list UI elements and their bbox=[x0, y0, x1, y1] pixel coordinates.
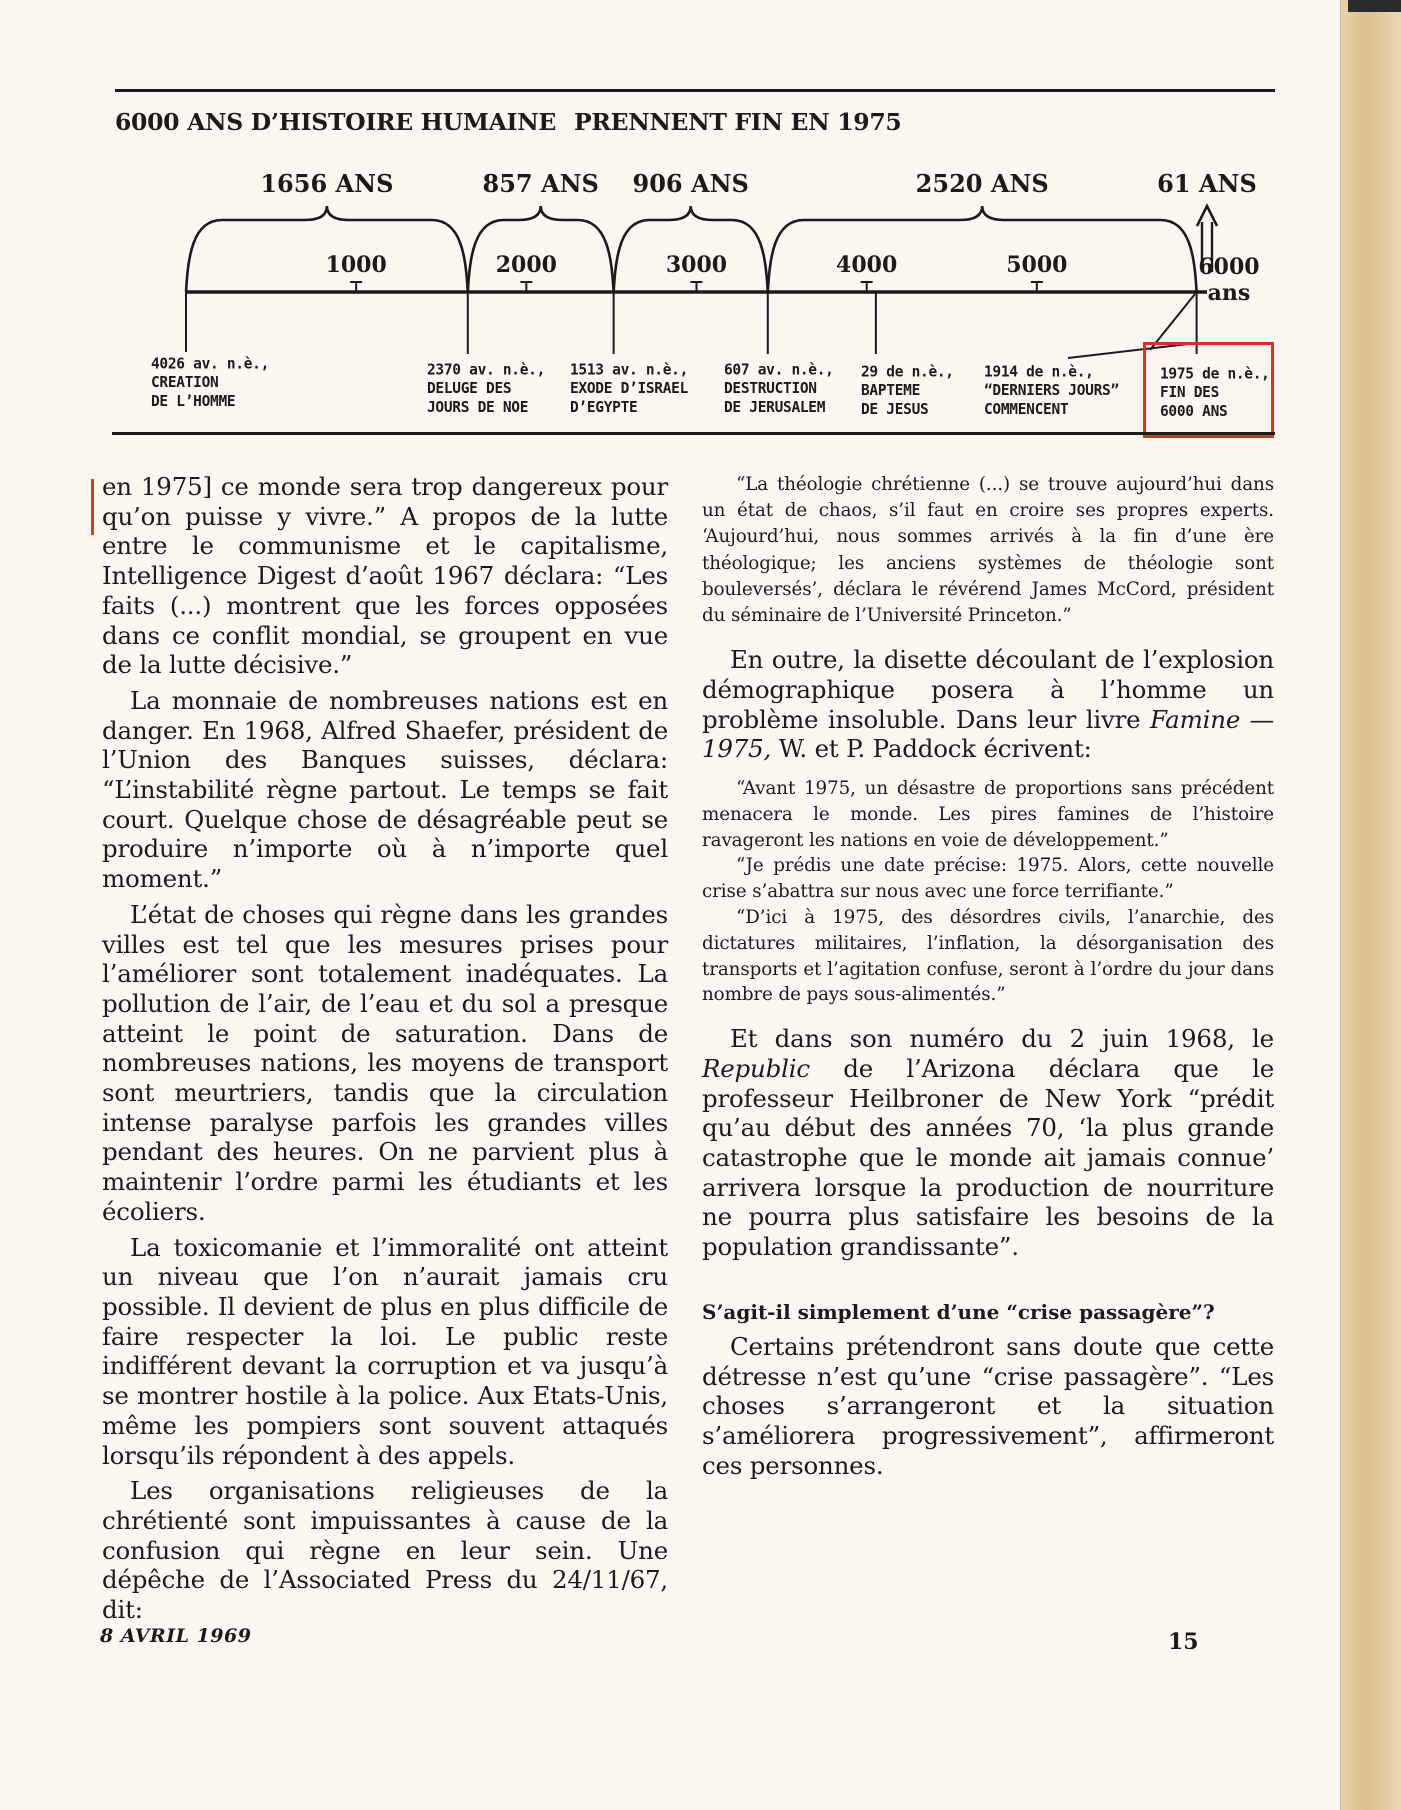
event-caption-3-line-1: DESTRUCTION bbox=[724, 380, 817, 398]
event-caption-6-line-0: 1975 de n.è., bbox=[1160, 365, 1270, 383]
chart-title-left: 6000 ANS D’HISTOIRE HUMAINE bbox=[115, 108, 556, 136]
right-paragraph-2-tail: de l’Arizona déclara que le professeur Heilbroner de New York “prédit qu’au début des années 70, ‘la plus grande catastrophe que le monde ait jamais connue’ arrivera lorsque la production de nourriture ne pourra plus satisfaire les besoins de la population grandissante”. bbox=[702, 1053, 1274, 1262]
event-caption-2-line-2: D’EGYPTE bbox=[570, 399, 638, 417]
quote-theology: “La théologie chrétienne (...) se trouve aujourd’hui dans un état de chaos, s’il faut en croire ses propres experts. ‘Aujourd’hui, nous sommes arrivés à la fin d’une ère théologique; les anciens systèmes de théologie sont bouleversés’, déclara le révérend James McCord, président du séminaire de l’Université Princeton.” bbox=[702, 474, 1274, 627]
right-paragraph-2 bbox=[702, 1024, 1274, 1262]
span-arrow-4 bbox=[1197, 206, 1217, 226]
event-caption-6-line-1: FIN DES bbox=[1160, 384, 1220, 402]
event-caption-1-line-1: DELUGE DES bbox=[427, 380, 512, 398]
right-paragraph-1 bbox=[702, 645, 1274, 764]
event-caption-3 bbox=[724, 361, 834, 418]
margin-mark bbox=[91, 479, 94, 535]
event-caption-0-line-2: DE L’HOMME bbox=[151, 393, 236, 411]
event-caption-4-line-0: 29 de n.è., bbox=[861, 363, 954, 381]
event-caption-4-line-2: DE JESUS bbox=[861, 401, 929, 419]
left-paragraph-1: en 1975] ce monde sera trop dangereux pour qu’on puisse y vivre.” A propos de la lutte entre le communisme et le capitalisme, Intelligence Digest d’août 1967 déclara: “Les faits (...) montrent que les forces opposées dans ce conflit mondial, se groupent en vue de la lutte décisive.” bbox=[102, 472, 668, 680]
event-caption-5-line-1: “DERNIERS JOURS” bbox=[984, 382, 1119, 400]
page-number: 15 bbox=[1168, 1629, 1199, 1655]
left-paragraph-4: La toxicomanie et l’immoralité ont atteint un niveau que l’on n’aurait jamais cru possible. Il devient de plus en plus difficile de faire respecter la loi. Le public reste indifférent devant la corruption et va jusqu’à se montrer hostile à la police. Aux Etats-Unis, même les pompiers sont souvent attaqués lorsqu’ils répondent à des appels. bbox=[102, 1232, 668, 1470]
tick-label-5000: 5000 bbox=[1006, 252, 1068, 278]
span-label-2: 906 ANS bbox=[632, 169, 749, 198]
quote-paddock-2: “Je prédis une date précise: 1975. Alors, cette nouvelle crise s’abattra sur nous avec une force terrifiante.” bbox=[702, 855, 1274, 903]
left-paragraph-3: L’état de choses qui règne dans les grandes villes est tel que les mesures prises pour l’améliorer sont totalement inadéquates. La pollution de l’air, de l’eau et du sol a presque atteint le point de saturation. Dans de nombreuses nations, les moyens de transport sont meurtriers, tandis que la circulation intense paralyse parfois les grandes villes pendant des heures. On ne parvient plus à maintenir l’ordre parmi les étudiants et les écoliers. bbox=[102, 899, 668, 1226]
right-paragraph-1-lead: En outre, la disette découlant de l’explosion démographique posera à l’homme un problème insoluble. Dans leur livre bbox=[702, 645, 1274, 734]
highlight-box bbox=[1143, 342, 1274, 438]
event-caption-2-line-0: 1513 av. n.è., bbox=[570, 361, 689, 379]
span-brace-0 bbox=[186, 206, 468, 292]
event-caption-1-line-2: JOURS DE NOE bbox=[427, 399, 529, 417]
event-caption-5-line-0: 1914 de n.è., bbox=[984, 363, 1094, 381]
book-title: Famine — 1975, bbox=[702, 704, 1274, 764]
quote-paddock-3: “D’ici à 1975, des désordres civils, l’anarchie, des dictatures militaires, l’inflation, la désorganisation des transports et l’agitation confuse, seront à l’ordre du jour dans nombre de pays sous-alimentés.” bbox=[702, 907, 1274, 1006]
event-caption-3-line-2: DE JERUSALEM bbox=[724, 399, 826, 417]
left-column bbox=[102, 472, 668, 1625]
span-label-3: 2520 ANS bbox=[915, 169, 1049, 198]
tick-label-1000: 1000 bbox=[325, 252, 387, 278]
footer-date: 8 AVRIL 1969 bbox=[100, 1625, 252, 1647]
span-brace-1 bbox=[468, 206, 614, 292]
timeline-end-label-1: ans bbox=[1207, 280, 1251, 306]
event-caption-0 bbox=[151, 355, 269, 412]
event-caption-2-line-1: EXODE D’ISRAEL bbox=[570, 380, 689, 398]
chart-title-right: PRENNENT FIN EN 1975 bbox=[573, 108, 902, 136]
tick-label-4000: 4000 bbox=[836, 252, 898, 278]
event-caption-4-line-1: BAPTEME bbox=[861, 382, 921, 400]
left-paragraph-2: La monnaie de nombreuses nations est en danger. En 1968, Alfred Shaefer, président de l’Union des Banques suisses, déclara: “L’instabilité règne partout. Le temps se fait court. Quelque chose de désagréable peut se produire n’importe où à n’importe quel moment.” bbox=[102, 685, 668, 894]
span-brace-3 bbox=[768, 206, 1197, 292]
event-caption-5-line-2: COMMENCENT bbox=[984, 401, 1069, 419]
event-caption-0-line-0: 4026 av. n.è., bbox=[151, 355, 270, 373]
event-caption-1 bbox=[427, 361, 545, 418]
event-caption-4 bbox=[861, 363, 954, 420]
span-label-0: 1656 ANS bbox=[260, 169, 394, 198]
span-label-1: 857 ANS bbox=[482, 169, 599, 198]
right-column bbox=[702, 472, 1274, 1480]
event-caption-6-line-2: 6000 ANS bbox=[1160, 403, 1228, 421]
tick-label-2000: 2000 bbox=[495, 252, 557, 278]
right-paragraph-3: Certains prétendront sans doute que cette détresse n’est qu’une “crise passagère”. “Les choses s’arrangeront et la situation s’améliorera progressivement”, affirmeront ces personnes. bbox=[702, 1331, 1274, 1480]
timeline-end-label-0: 6000 bbox=[1198, 254, 1260, 280]
right-paragraph-2-lead: Et dans son numéro du 2 juin 1968, le bbox=[730, 1024, 1274, 1054]
right-paragraph-1-tail: W. et P. Paddock écrivent: bbox=[771, 734, 1092, 764]
event-caption-5 bbox=[984, 363, 1119, 420]
section-subheading: S’agit-il simplement d’une “crise passagère”? bbox=[702, 1299, 1215, 1324]
left-paragraph-5: Les organisations religieuses de la chrétienté sont impuissantes à cause de la confusion qui règne en leur sein. Une dépêche de l’Associated Press du 24/11/67, dit: bbox=[102, 1476, 668, 1625]
event-caption-3-line-0: 607 av. n.è., bbox=[724, 361, 834, 379]
tick-label-3000: 3000 bbox=[665, 252, 728, 278]
quote-paddock-1: “Avant 1975, un désastre de proportions sans précédent menacera le monde. Les pires famines de l’histoire ravageront les nations en voie de développement.” bbox=[702, 778, 1274, 851]
span-label-4: 61 ANS bbox=[1157, 169, 1257, 198]
event-caption-0-line-1: CREATION bbox=[151, 374, 219, 392]
event-caption-2 bbox=[570, 361, 688, 418]
event-caption-1-line-0: 2370 av. n.è., bbox=[427, 361, 546, 379]
chart-bottom-rule bbox=[112, 432, 1275, 435]
paddock-quotes bbox=[702, 776, 1274, 1008]
newspaper-title: Republic bbox=[702, 1053, 810, 1083]
span-brace-2 bbox=[614, 206, 768, 292]
